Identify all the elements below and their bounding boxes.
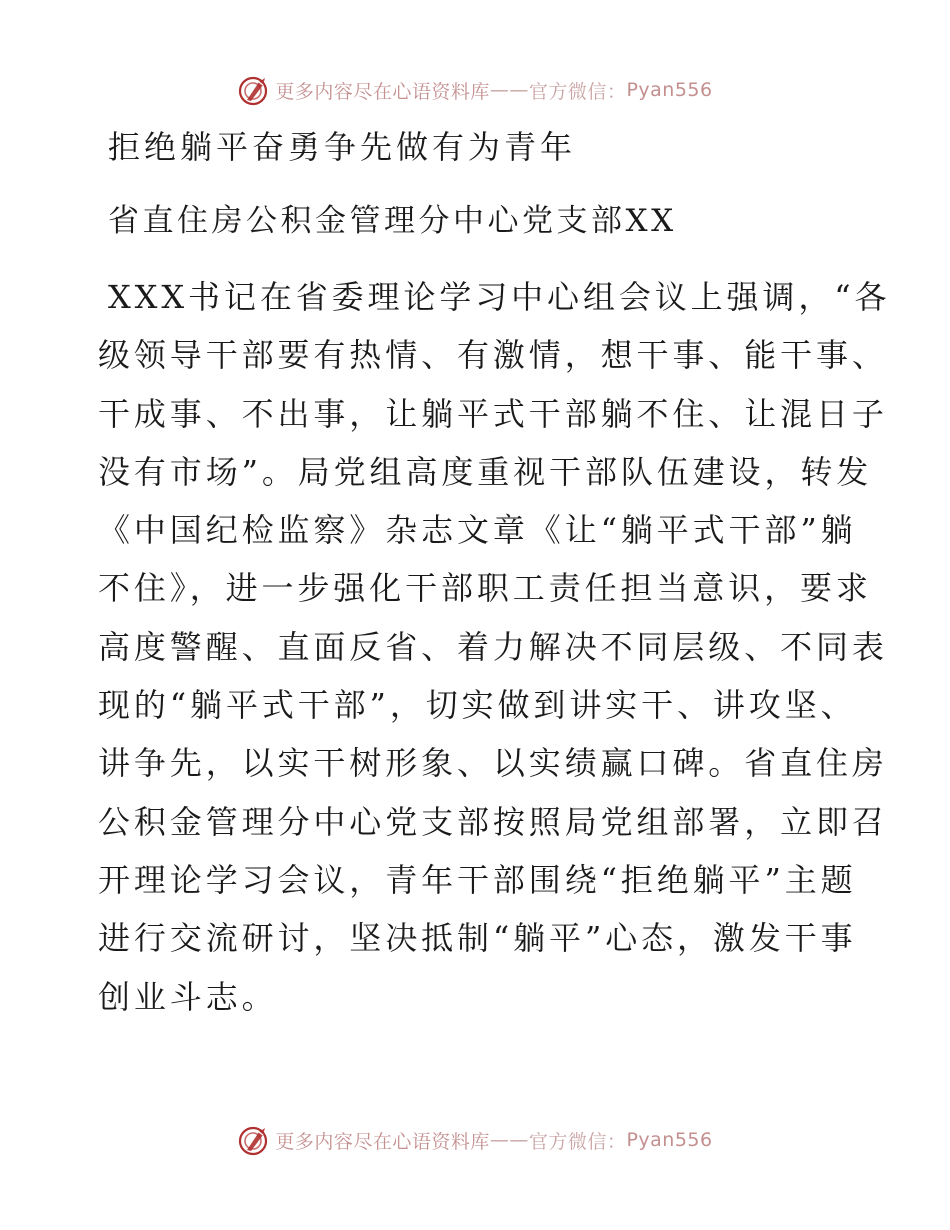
paragraph-line: 进行交流研讨，坚决抵制“躺平”心态，激发干事 <box>98 919 857 958</box>
paragraph-line: XXX书记在省委理论学习中心组会议上强调，“各 <box>108 278 891 316</box>
document-title: 拒绝躺平奋勇争先做有为青年 <box>108 128 577 166</box>
paragraph-line: 高度警醒、直面反省、着力解决不同层级、不同表 <box>98 627 888 666</box>
paragraph-line: 公积金管理分中心党支部按照局党组部署，立即召 <box>98 802 888 841</box>
paragraph-line: 创业斗志。 <box>98 977 278 1016</box>
footer-watermark <box>0 1120 950 1160</box>
paragraph-line: 《中国纪检监察》杂志文章《让“躺平式干部”躺 <box>98 511 857 550</box>
watermark-separator: —— <box>489 1129 529 1151</box>
watermark-account: Pyan556 <box>626 1129 713 1151</box>
watermark-account: Pyan556 <box>626 79 713 101</box>
pen-nib-seal-icon <box>237 73 271 107</box>
paragraph-line: 不住》，进一步强化干部职工责任担当意识，要求 <box>98 569 872 608</box>
watermark-wechat-label: 官方微信： <box>528 80 627 103</box>
paragraph-line: 干成事、不出事，让躺平式干部躺不住、让混日子 <box>98 394 888 433</box>
watermark-wechat-label: 官方微信： <box>528 1130 627 1153</box>
document-paragraph <box>98 268 891 1026</box>
watermark-brand-text: 更多内容尽在心语资料库 <box>275 80 490 103</box>
paragraph-line: 讲争先，以实干树形象、以实绩赢口碑。省直住房 <box>98 744 888 783</box>
pen-nib-seal-icon <box>237 1123 271 1157</box>
paragraph-line: 级领导干部要有热情、有激情，想干事、能干事、 <box>98 336 888 375</box>
paragraph-line: 没有市场”。局党组高度重视干部队伍建设，转发 <box>98 452 873 491</box>
paragraph-line: 开理论学习会议，青年干部围绕“拒绝躺平”主题 <box>98 860 857 899</box>
header-watermark <box>0 70 950 110</box>
watermark-separator: —— <box>489 79 529 101</box>
paragraph-line: 现的“躺平式干部”，切实做到讲实干、讲攻坚、 <box>98 686 857 725</box>
document-author: 省直住房公积金管理分中心党支部XX <box>108 203 677 239</box>
watermark-brand-text: 更多内容尽在心语资料库 <box>275 1130 490 1153</box>
